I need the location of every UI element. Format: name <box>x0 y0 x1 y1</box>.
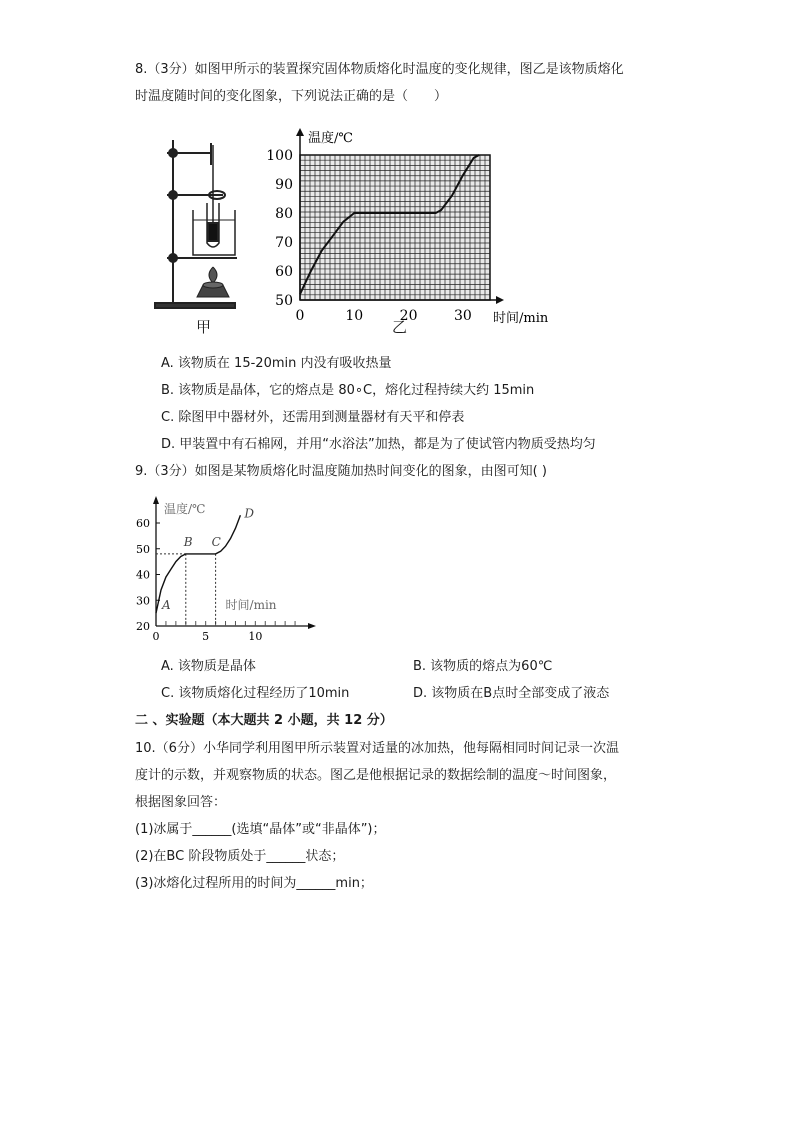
y-tick-label: 90 <box>275 177 293 193</box>
x-axis-label: 时间/min <box>493 311 549 326</box>
x-axis-label: 时间/min <box>225 598 277 612</box>
section-title: 二 、实验题（本大题共 2 小题，共 12 分） <box>135 713 393 728</box>
q10-text-line3: 根据图象回答： <box>135 795 227 810</box>
x-tick-label: 10 <box>248 630 263 643</box>
y-tick-label: 60 <box>275 264 293 280</box>
y-tick-label: 80 <box>275 206 293 222</box>
q10-text-line2: 度计的示数，并观察物质的状态。图乙是他根据记录的数据绘制的温度～时间图象， <box>135 768 617 783</box>
y-tick-label: 40 <box>136 568 150 582</box>
q9-option-b: B. 该物质的熔点为60℃ <box>413 659 553 674</box>
q10-sub-question-1: (1)冰属于______(选填“晶体”或“非晶体”)； <box>135 822 386 837</box>
y-tick-label: 100 <box>266 148 293 164</box>
q8-apparatus-figure <box>145 125 250 340</box>
y-tick-label: 20 <box>136 620 150 633</box>
x-tick-label: 20 <box>399 308 418 324</box>
y-axis-label: 温度/℃ <box>308 131 353 146</box>
q9-option-c: C. 该物质熔化过程经历了10min <box>161 686 350 701</box>
q8-text-line1: 8.（3分）如图甲所示的装置探究固体物质熔化时温度的变化规律，图乙是该物质熔化 <box>135 62 624 77</box>
q9-text-line1: 9.（3分）如图是某物质熔化时温度随加热时间变化的图象，由图可知( ) <box>135 464 547 479</box>
y-tick-label: 70 <box>275 235 293 251</box>
q8-option-a: A. 该物质在 15-20min 内没有吸收热量 <box>161 356 392 371</box>
y-tick-label: 50 <box>275 293 293 309</box>
x-axis-arrow <box>308 623 316 629</box>
q8-figure-label-left: 甲 <box>196 318 212 336</box>
point-label: B <box>183 534 193 549</box>
point-label: C <box>211 534 221 549</box>
y-tick-label: 50 <box>136 542 150 556</box>
q10-sub-question-3: (3)冰熔化过程所用的时间为______min； <box>135 876 373 891</box>
x-tick-label: 0 <box>152 630 160 643</box>
q8-option-c: C. 除图甲中器材外，还需用到测量器材有天平和停表 <box>161 410 465 425</box>
x-tick-label: 30 <box>453 308 472 324</box>
point-label: D <box>244 506 255 521</box>
x-tick-label: 10 <box>345 308 364 324</box>
q9-temperature-chart <box>125 493 325 648</box>
q8-option-b: B. 该物质是晶体，它的熔点是 80∘C，熔化过程持续大约 15min <box>161 383 535 398</box>
q9-option-d: D. 该物质在B点时全部变成了液态 <box>413 686 610 701</box>
q10-text-line1: 10.（6分）小华同学利用图甲所示装置对适量的冰加热，他每隔相同时间记录一次温 <box>135 741 619 756</box>
q10-sub-question-2: (2)在BC 阶段物质处于______状态； <box>135 849 345 864</box>
y-tick-label: 30 <box>136 594 150 608</box>
x-tick-label: 5 <box>202 630 210 643</box>
y-tick-label: 60 <box>136 517 150 530</box>
q9-option-a: A. 该物质是晶体 <box>161 659 256 674</box>
q8-temperature-chart <box>265 122 565 332</box>
point-label: A <box>162 598 171 613</box>
x-tick-label: 0 <box>295 308 305 324</box>
y-axis-label: 温度/℃ <box>164 502 206 516</box>
y-axis-arrow <box>296 128 304 136</box>
y-axis-arrow <box>153 496 159 504</box>
x-axis-arrow <box>496 296 504 304</box>
q8-option-d: D. 甲装置中有石棉网，并用“水浴法”加热，都是为了使试管内物质受热均匀 <box>161 437 596 452</box>
q8-figure-label-right: 乙 <box>392 318 408 336</box>
q8-text-line2: 时温度随时间的变化图象，下列说法正确的是（ ） <box>135 89 448 104</box>
